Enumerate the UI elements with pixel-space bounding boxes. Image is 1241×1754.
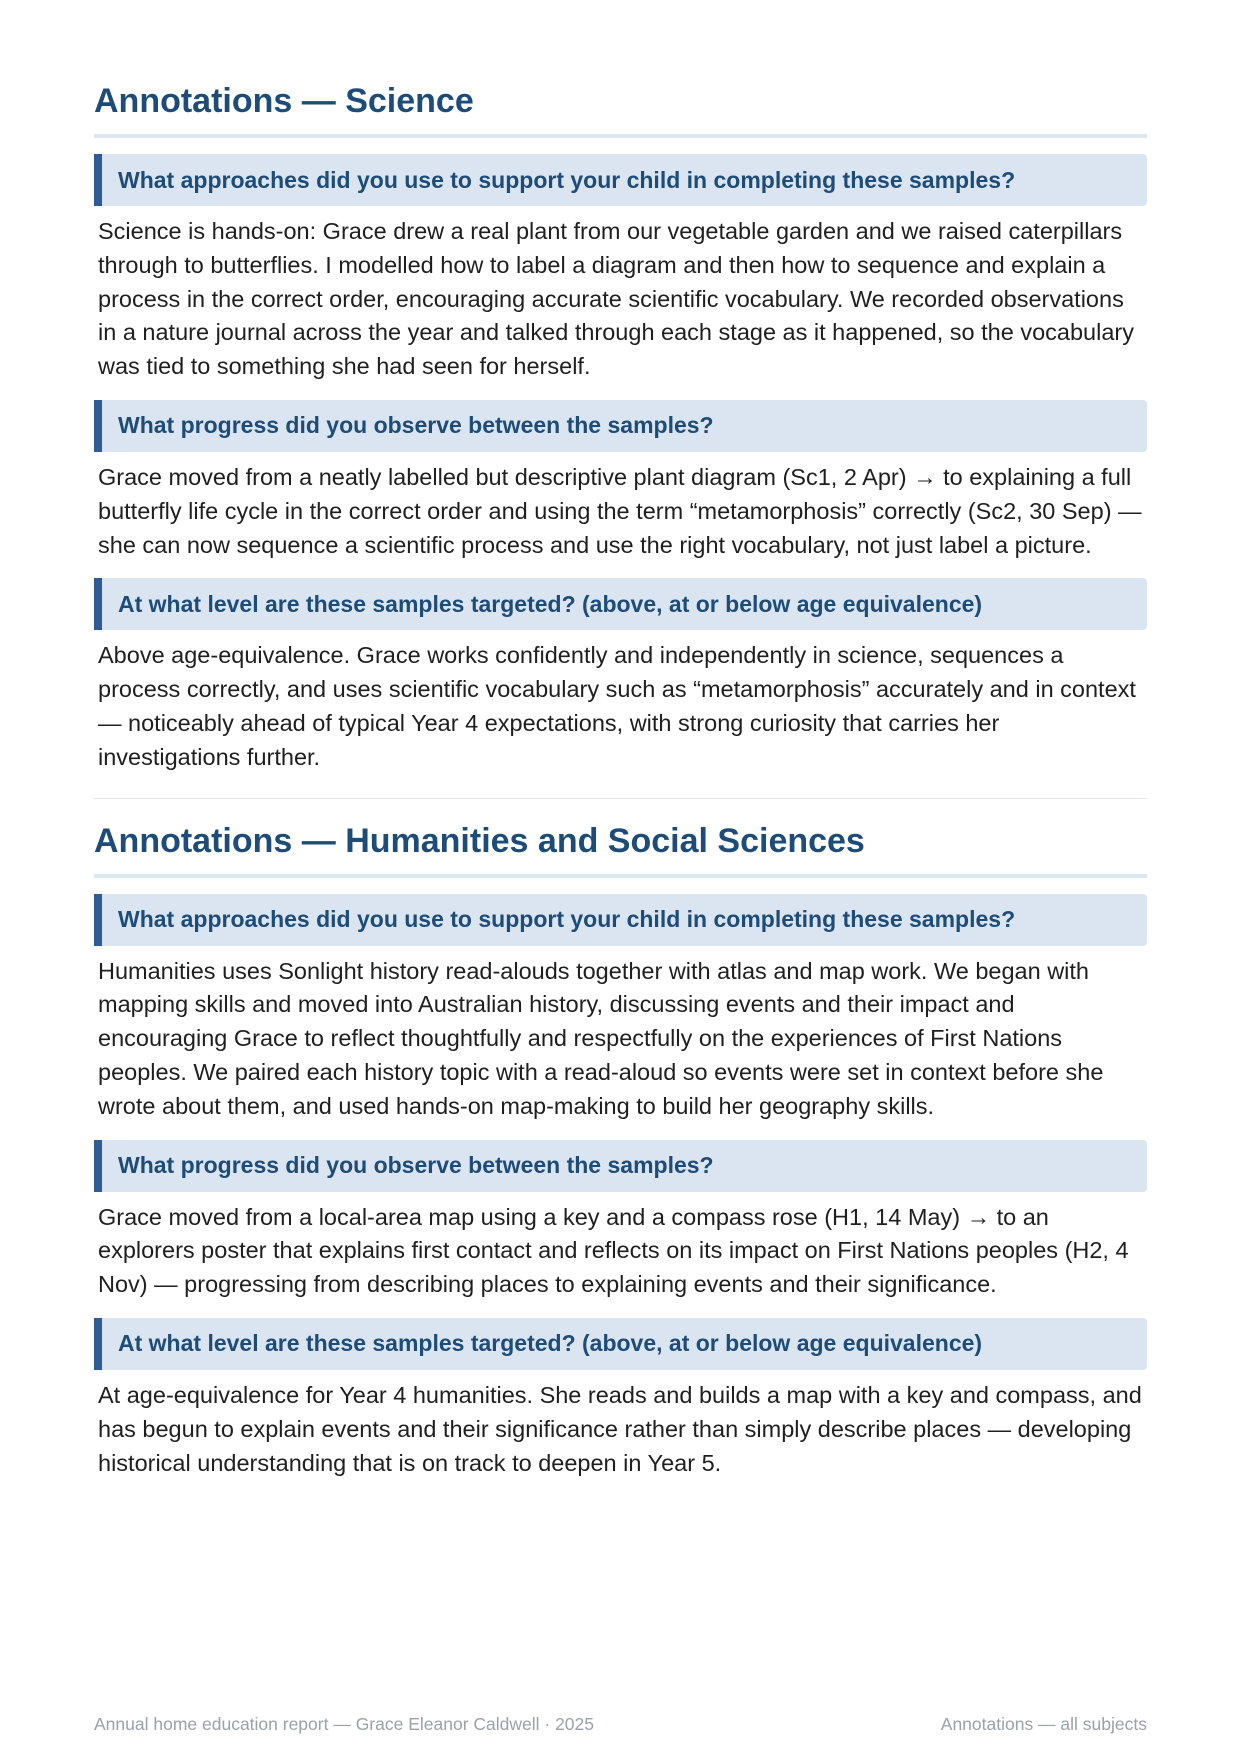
answer-progress: Grace moved from a local-area map using a key and a compass rose (H1, 14 May) → to an explorers poster that explains first contact and reflects on its impact on First Nations peoples (H2, 4 Nov) — progressing from describing places to explaining events and their significance.	[98, 1203, 1129, 1298]
answer-progress: Grace moved from a neatly labelled but descriptive plant diagram (Sc1, 2 Apr) → to explaining a full butterfly life cycle in the correct order and using the term “metamorphosis” correctly (Sc2, 30 Sep) — she can now sequence a scientific process and use the right vocabulary, not just label a picture.	[98, 463, 1142, 558]
question-approaches: What approaches did you use to support your child in completing these samples?	[94, 894, 1147, 946]
section-science	[94, 78, 1147, 775]
question-progress: What progress did you observe between the samples?	[94, 1140, 1147, 1192]
question-approaches: What approaches did you use to support your child in completing these samples?	[94, 154, 1147, 206]
footer-section-label: Annotations — all subjects	[940, 1714, 1147, 1734]
question-level: At what level are these samples targeted? (above, at or below age equivalence)	[94, 578, 1147, 630]
section-humanities	[94, 818, 1147, 1481]
answer-level: At age-equivalence for Year 4 humanities. She reads and builds a map with a key and compass, and has begun to explain events and their significance rather than simply describe places — developing historical understanding that is on track to deepen in Year 5.	[98, 1381, 1142, 1476]
answer-approaches: Humanities uses Sonlight history read-alouds together with atlas and map work. We began with mapping skills and moved into Australian history, discussing events and their impact and encouraging Grace to reflect thoughtfully and respectfully on the experiences of First Nations peoples. We paired each history topic with a read-aloud so events were set in context before she wrote about them, and used hands-on map-making to build her geography skills.	[98, 957, 1104, 1119]
section-divider	[94, 798, 1147, 799]
question-level: At what level are these samples targeted? (above, at or below age equivalence)	[94, 1318, 1147, 1370]
answer-approaches: Science is hands-on: Grace drew a real plant from our vegetable garden and we raised caterpillars through to butterflies. I modelled how to label a diagram and then how to sequence and explain a process in the correct order, encouraging accurate scientific vocabulary. We recorded observations in a nature journal across the year and talked through each stage as it happened, so the vocabulary was tied to something she had seen for herself.	[98, 218, 1134, 380]
question-progress: What progress did you observe between the samples?	[94, 400, 1147, 452]
page-content	[94, 78, 1147, 1480]
page-footer	[94, 1714, 1147, 1735]
section-title-humanities: Annotations — Humanities and Social Sciences	[94, 818, 1147, 878]
answer-level: Above age-equivalence. Grace works confidently and independently in science, sequences a process correctly, and uses scientific vocabulary such as “metamorphosis” accurately and in context — noticeably ahead of typical Year 4 expectations, with strong curiosity that carries her investigations further.	[98, 642, 1136, 770]
section-title-science: Annotations — Science	[94, 78, 1147, 138]
footer-report-title: Annual home education report — Grace Eleanor Caldwell · 2025	[94, 1714, 595, 1734]
